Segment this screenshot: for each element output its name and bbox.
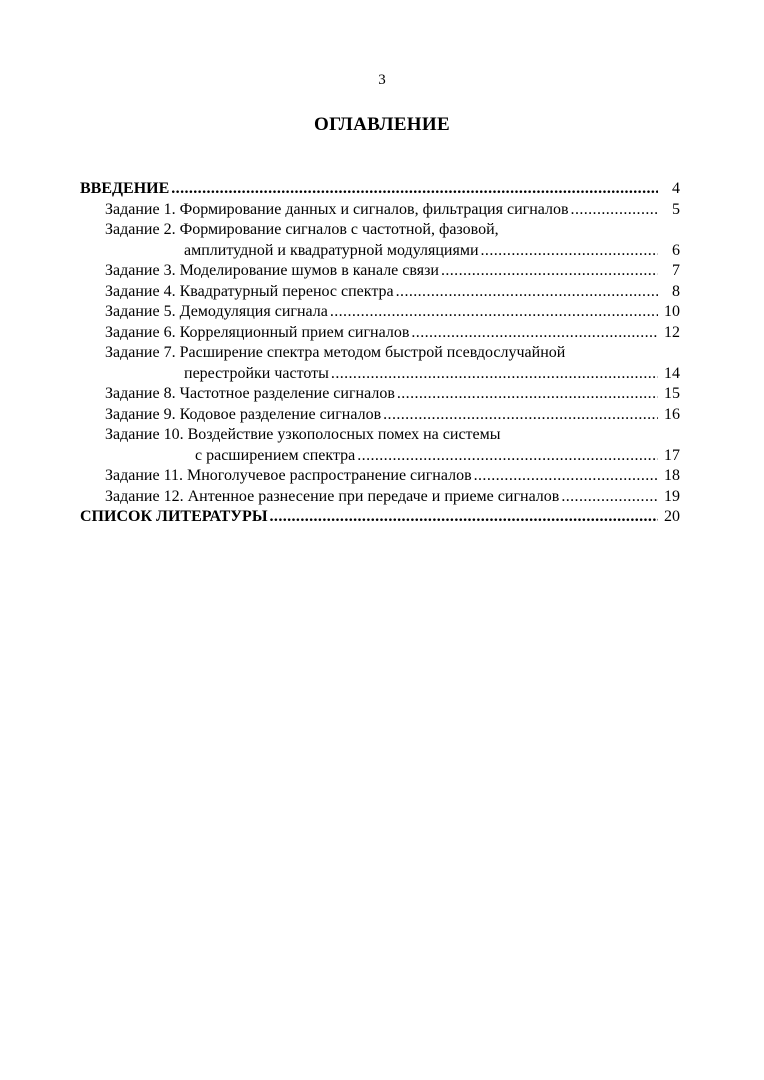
toc-page-number: 18 [664,467,680,484]
toc-entry-task-7-continuation[interactable] [80,364,680,385]
toc-entry-label: Задание 2. Формирование сигналов с частотной, фазовой, [105,221,499,238]
toc-entry-task-6[interactable] [80,323,680,344]
toc-entry-label: Задание 1. Формирование данных и сигналов, фильтрация сигналов [105,200,569,218]
page-title: ОГЛАВЛЕНИЕ [314,114,450,135]
toc-entry-label: Задание 9. Кодовое разделение сигналов [105,405,382,423]
toc-page-number: 6 [672,241,680,259]
toc-page-number: 5 [672,200,680,218]
toc-entry-task-5[interactable] [80,302,680,323]
toc-page-number: 19 [664,487,680,505]
toc-entry-task-12[interactable] [80,487,680,508]
toc-entry-label: амплитудной и квадратурной модуляциями [184,241,479,259]
toc-page-number: 17 [664,446,680,464]
toc-entry-label: с расширением спектра [195,446,356,464]
toc-page-number: 4 [672,180,680,197]
toc-entry-task-11[interactable] [80,466,680,487]
toc-entry-task-2[interactable] [80,220,680,241]
toc-leader-dots [474,466,658,487]
toc-entry-label: Задание 6. Корреляционный прием сигналов [105,323,410,341]
toc-entry-label: перестройки частоты [184,364,329,382]
toc-page-number: 20 [664,508,680,525]
toc-leader-dots [411,323,658,344]
toc-page-number: 15 [664,385,680,402]
toc-leader-dots [561,487,658,508]
toc-page-number: 12 [664,323,680,341]
toc-leader-dots [481,241,658,262]
toc-leader-dots [330,302,658,323]
toc-page-number: 14 [664,364,680,382]
toc-entry-label: Задание 11. Многолучевое распространение сигналов [105,467,472,484]
toc-entry-task-10-continuation[interactable] [80,446,680,467]
toc-leader-dots [171,179,658,200]
toc-entry-label: СПИСОК ЛИТЕРАТУРЫ [80,508,268,525]
toc-entry-label: ВВЕДЕНИЕ [80,180,170,197]
toc-entry-task-3[interactable] [80,261,680,282]
toc-leader-dots [571,200,658,221]
toc-entry-task-2-continuation[interactable] [80,241,680,262]
toc-leader-dots [270,507,658,528]
toc-page-number: 16 [664,405,680,423]
toc-entry-label: Задание 7. Расширение спектра методом быстрой псевдослучайной [105,344,566,361]
toc-leader-dots [441,261,658,282]
toc-entry-task-4[interactable] [80,282,680,303]
toc-entry-label: Задание 10. Воздействие узкополосных помех на системы [105,426,501,443]
toc-page-number: 10 [664,303,680,320]
toc-entry-task-1[interactable] [80,200,680,221]
toc-entry-label: Задание 5. Демодуляция сигнала [105,303,328,320]
toc-leader-dots [397,384,658,405]
page-number: 3 [378,72,386,88]
table-of-contents [80,179,680,528]
toc-page-number: 7 [672,262,680,279]
toc-entry-task-10[interactable] [80,425,680,446]
toc-leader-dots [383,405,658,426]
toc-entry-references[interactable] [80,507,680,528]
toc-page-number: 8 [672,282,680,300]
toc-leader-dots [357,446,658,467]
toc-leader-dots [331,364,658,385]
toc-entry-label: Задание 8. Частотное разделение сигналов [105,385,395,402]
toc-entry-task-7[interactable] [80,343,680,364]
toc-leader-dots [396,282,658,303]
toc-entry-task-9[interactable] [80,405,680,426]
toc-entry-label: Задание 3. Моделирование шумов в канале связи [105,262,439,279]
toc-entry-label: Задание 4. Квадратурный перенос спектра [105,282,394,300]
toc-entry-intro[interactable] [80,179,680,200]
toc-entry-label: Задание 12. Антенное разнесение при передаче и приеме сигналов [105,487,560,505]
toc-entry-task-8[interactable] [80,384,680,405]
